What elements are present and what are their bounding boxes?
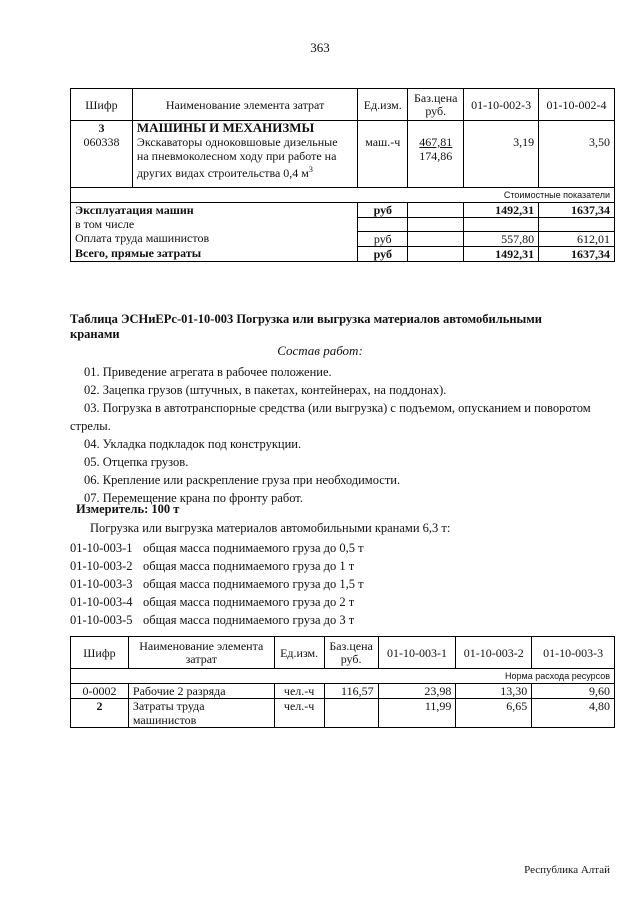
table-header-row	[71, 89, 615, 121]
row-unit: чел.-ч	[274, 699, 324, 728]
row-price: 116,57	[324, 684, 378, 699]
header-name: Наименование элемента затрат	[128, 637, 274, 669]
operation-item-continuation: стрелы.	[70, 419, 111, 433]
cost-indicators-label: Стоимостные показатели	[71, 187, 615, 202]
row-unit: чел.-ч	[274, 684, 324, 699]
table-header-row	[71, 637, 615, 669]
header-col2: 01-10-002-4	[539, 89, 615, 121]
header-base-price: Баз.цена руб.	[408, 89, 464, 121]
table-row	[71, 217, 615, 231]
item-code: 060338	[71, 135, 133, 187]
header-name: Наименование элемента затрат	[132, 89, 357, 121]
header-col2: 01-10-003-2	[456, 637, 532, 669]
row-value-1: 1492,31	[464, 202, 539, 217]
row-name: в том числе	[71, 217, 358, 231]
operations-list	[70, 363, 616, 507]
list-item: 01-10-003-3 общая масса поднимаемого груза до 1,5 т	[70, 577, 364, 591]
page-number: 363	[310, 40, 330, 55]
row-unit: руб	[358, 246, 408, 261]
list-item: 01-10-003-1 общая масса поднимаемого груза до 0,5 т	[70, 541, 364, 555]
header-code: Шифр	[71, 89, 133, 121]
operation-item: 04. Укладка подкладок под конструкции.	[84, 437, 302, 451]
table-subtitle: Погрузка или выгрузка материалов автомобильными кранами 6,3 т:	[90, 521, 451, 535]
operation-item: 05. Отцепка грузов.	[84, 455, 189, 469]
resource-norm-label: Норма расхода ресурсов	[71, 669, 615, 684]
item-price: 467,81 174,86	[408, 135, 464, 187]
row-name: Эксплуатация машин	[71, 202, 358, 217]
table-row	[71, 202, 615, 217]
row-name: Оплата труда машинистов	[71, 231, 358, 246]
row-value-2: 6,65	[456, 699, 532, 728]
operation-item: 02. Зацепка грузов (штучных, в пакетах, контейнерах, на поддонах).	[84, 383, 447, 397]
operation-item: 01. Приведение агрегата в рабочее положение.	[84, 365, 332, 379]
header-unit: Ед.изм.	[358, 89, 408, 121]
row-price	[324, 699, 378, 728]
header-base-price: Баз.цена руб.	[324, 637, 378, 669]
variants-list	[70, 539, 364, 629]
section-row	[71, 121, 615, 136]
row-value-1: 11,99	[378, 699, 456, 728]
row-value-2: 1637,34	[539, 246, 615, 261]
list-item: 01-10-003-2 общая масса поднимаемого груза до 1 т	[70, 559, 355, 573]
work-composition-title: Состав работ:	[277, 343, 363, 358]
list-item: 01-10-003-5 общая масса поднимаемого груза до 3 т	[70, 613, 355, 627]
item-value-1: 3,19	[464, 135, 539, 187]
footer-region: Республика Алтай	[524, 864, 610, 876]
table-row	[71, 246, 615, 261]
row-value-1: 23,98	[378, 684, 456, 699]
operation-item: 06. Крепление или раскрепление груза при необходимости.	[84, 473, 401, 487]
row-value-1: 557,80	[464, 231, 539, 246]
header-col1: 01-10-002-3	[464, 89, 539, 121]
row-name: Рабочие 2 разряда	[128, 684, 274, 699]
list-item: 01-10-003-4 общая масса поднимаемого груза до 2 т	[70, 595, 355, 609]
row-name: Затраты труда машинистов	[128, 699, 274, 728]
table-row	[71, 684, 615, 699]
header-col3: 01-10-003-3	[532, 637, 615, 669]
header-code: Шифр	[71, 637, 129, 669]
row-unit: руб	[358, 202, 408, 217]
row-value-3: 4,80	[532, 699, 615, 728]
row-value-2: 13,30	[456, 684, 532, 699]
row-code: 2	[71, 699, 129, 728]
row-name: Всего, прямые затраты	[71, 246, 358, 261]
machines-cost-table	[70, 88, 615, 262]
cost-label-row	[71, 187, 615, 202]
item-name: Экскаваторы одноковшовые дизельные на пневмоколесном ходу при работе на других видах строительства 0,4 $м^3$	[132, 135, 357, 187]
machine-item-row	[71, 135, 615, 187]
row-code: 0-0002	[71, 684, 129, 699]
header-unit: Ед.изм.	[274, 637, 324, 669]
section-number: 3	[71, 121, 133, 136]
row-value-3: 9,60	[532, 684, 615, 699]
table-row	[71, 699, 615, 728]
table-row	[71, 231, 615, 246]
table-heading: Таблица ЭСНиЕРс-01-10-003 Погрузка или выгрузка материалов автомобильными кранами	[70, 312, 543, 341]
row-unit: руб	[358, 231, 408, 246]
norm-label-row	[71, 669, 615, 684]
measurer: Измеритель: 100 т	[76, 502, 180, 516]
row-value-1: 1492,31	[464, 246, 539, 261]
item-value-2: 3,50	[539, 135, 615, 187]
header-col1: 01-10-003-1	[378, 637, 456, 669]
operation-item: 07. Перемещение крана по фронту работ.	[84, 491, 303, 505]
section-title: МАШИНЫ И МЕХАНИЗМЫ	[132, 121, 357, 136]
item-unit: маш.-ч	[358, 135, 408, 187]
labor-resource-table	[70, 636, 615, 728]
row-value-2: 1637,34	[539, 202, 615, 217]
operation-item: 03. Погрузка в автотранспорные средства (или выгрузка) с подъемом, опусканием и поворотом	[84, 401, 591, 415]
row-value-2: 612,01	[539, 231, 615, 246]
